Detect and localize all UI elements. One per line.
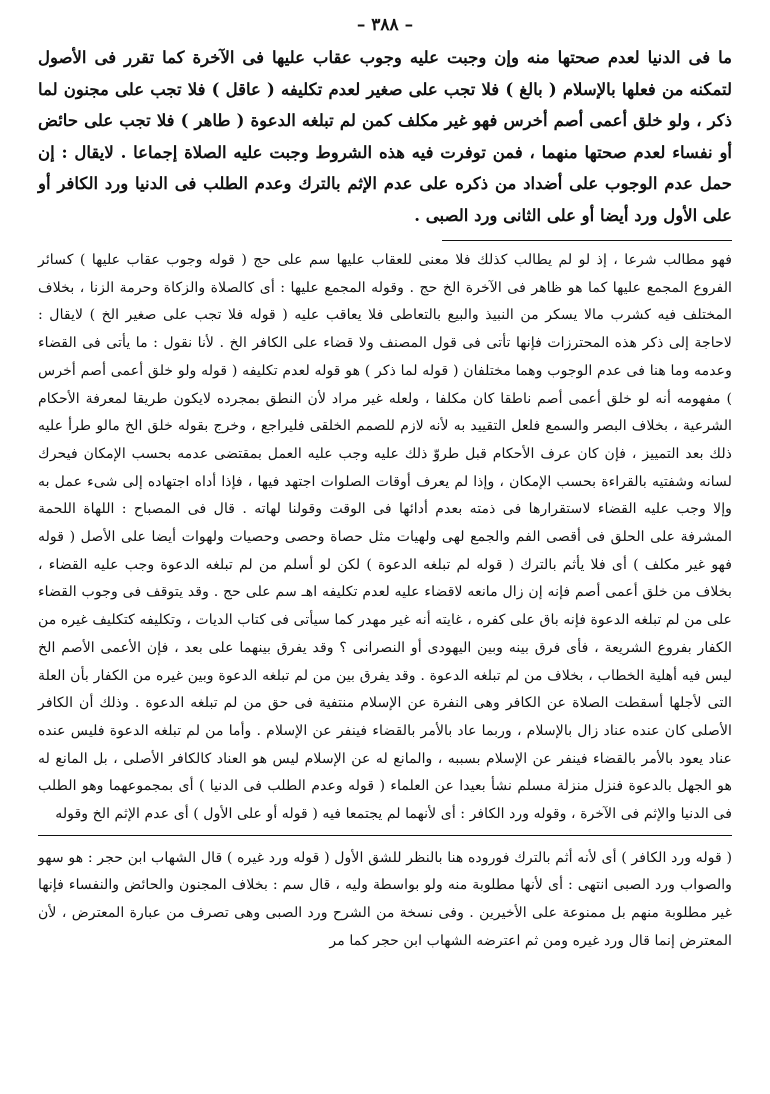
main-text-divider (38, 231, 732, 245)
main-text: ما فى الدنيا لعدم صحتها منه وإن وجبت عليه وجوب عقاب عليها فى الآخرة كما تقرر فى الأصول لتمكنه من فعلها بالإسلام ( بالغ ) فلا تجب على صغير لعدم تكليفه ( عاقل ) فلا تجب على مجنون لما ذكر ، ولو خلق أعمى أصم أخرس فهو غير مكلف كمن لم تبلغه الدعوة ( طاهر ) فلا تجب على حائض أو نفساء لعدم صحتها منهما ، فمن توفرت فيه هذه الشروط وجبت عليه الصلاة إجماعا . لايقال : إن حمل عدم الوجوب على أضداد من ذكره على عدم الإثم بالترك وعدم الطلب فى الدنيا ورد الكافر أو على الأول ورد أيضا أو على الثانى ورد الصبى . (38, 48, 732, 225)
page-number: – ٣٨٨ – (356, 15, 414, 35)
footnote-divider (38, 829, 732, 841)
footnote-text: ( قوله ورد الكافر ) أى لأنه أثم بالترك فوروده هنا بالنظر للشق الأول ( قوله ورد غيره ) قال الشهاب ابن حجر : هو سهو والصواب ورد الصبى انتهى : أى لأنها مطلوبة منه ولو بواسطة وليه ، قال سم : بخلاف المجنون والحائض والنفساء فإنها غير مطلوبة منهم بل ممنوعة على الأخيرين . وفى نسخة من الشرح ورد الصبى وهى تصرف من عبارة المعترض ، لأن المعترض إنما قال ورد غيره ومن ثم اعترضه الشهاب ابن حجر كما مر (38, 849, 732, 949)
commentary-text: فهو مطالب شرعا ، إذ لو لم يطالب كذلك فلا معنى للعقاب عليها سم على حج ( قوله وجوب عقاب عليها ) كسائر الفروع المجمع عليها كما هو ظاهر فى الآخرة الخ حج . وقوله المجمع عليها : أى كالصلاة والزكاة وحرمة الزنا ، بخلاف المختلف فيه كشرب مالا يسكر من النبيذ والبيع بالتعاطى فلا يعاقب عليه ( قوله فلا تجب على صغير الخ ) لايقال : لاحاجة إلى ذكر هذه المحترزات فإنها تأتى فى قول المصنف ولا قضاء على الكافر الخ . لأنا نقول : ما يأتى فى القضاء وعدمه وما هنا فى عدم الوجوب وهما مختلفان ( قوله لما ذكر ) هو قوله لعدم تكليفه ( قوله ولو خلق أعمى أصم أخرس ) مفهومه أنه لو خلق أعمى أصم ناطقا كان مكلفا ، ولعله غير مراد لأن النطق بمجرده لايكون طريقا لمعرفة الأحكام الشرعية ، بخلاف البصر والسمع فلعل التقييد به لأنه لازم للصمم الخلقى فليراجع ، وخرج بقوله خلق الخ مالو طرأ عليه ذلك بعد التمييز ، فإن كان عرف الأحكام قبل طروّ ذلك عليه وجب عليه العمل بمقتضى عدمه بحسب الإمكان فيحرك لسانه وشفتيه بالقراءة بحسب الإمكان ، وإذا لم يعرف أوقات الصلوات اجتهد فيها ، فإذا أداه اجتهاده إلى شىء عمل به وإلا وجب عليه القضاء لاستقرارها فى ذمته بعدم أدائها فى الوقت وقولنا لهاته . قال فى المصباح : اللهاة اللحمة المشرفة على الحلق فى أقصى الفم والجمع لهى ولهيات مثل حصاة وحصى وحصيات ولهوات أيضا على الأصل ( قوله فهو غير مكلف ) أى فلا يأثم بالترك ( قوله لم تبلغه الدعوة ) لكن لو أسلم من لم تبلغه الدعوة وجب عليه القضاء ، بخلاف من خلق أعمى أصم فإنه إن زال مانعه لاقضاء عليه لعدم تكليفه اهـ سم على حج . وقد يتوقف فى وجوب القضاء على من لم تبلغه الدعوة فإنه باق على كفره ، غايته أنه غير مهدر كما سيأتى فى كتاب الديات ، وتكليفه كتكليف غيره من الكفار بفروع الشريعة ، فأى فرق بينه وبين اليهودى أو النصرانى ؟ وقد يفرق بينهما على بعد ، فإن الأعمى الأصم الخ ليس فيه أهلية الخطاب ، بخلاف من لم تبلغه الدعوة . وقد يفرق بين من لم تبلغه الدعوة وبين غيره من الكفار بأن العلة التى لأجلها أسقطت الصلاة عن الكافر وهى النفرة عن الإسلام منتفية فى حق من لم تبلغه الدعوة . وذلك أن الكافر الأصلى كان عنده عناد زال بالإسلام ، وربما عاد بالأمر بالقضاء فينفر عن الإسلام . وأما من لم تبلغه الدعوة فليس عنده عناد يعود بالأمر بالقضاء فينفر عن الإسلام بسببه ، والمانع له عن الإسلام ليس هو العناد كالكافر الأصلى ، بل المانع له هو الجهل بالدعوة فنزل منزلة مسلم نشأ بعيدا عن العلماء ( قوله وعدم الطلب فى الدنيا ) أى بمجموعهما وهو الطلب فى الدنيا والإثم فى الآخرة ، وقوله ورد الكافر : أى لأنهما لم يجتمعا فيه ( قوله أو على الأول ) أى عدم الإثم الخ وقوله (37, 252, 732, 823)
